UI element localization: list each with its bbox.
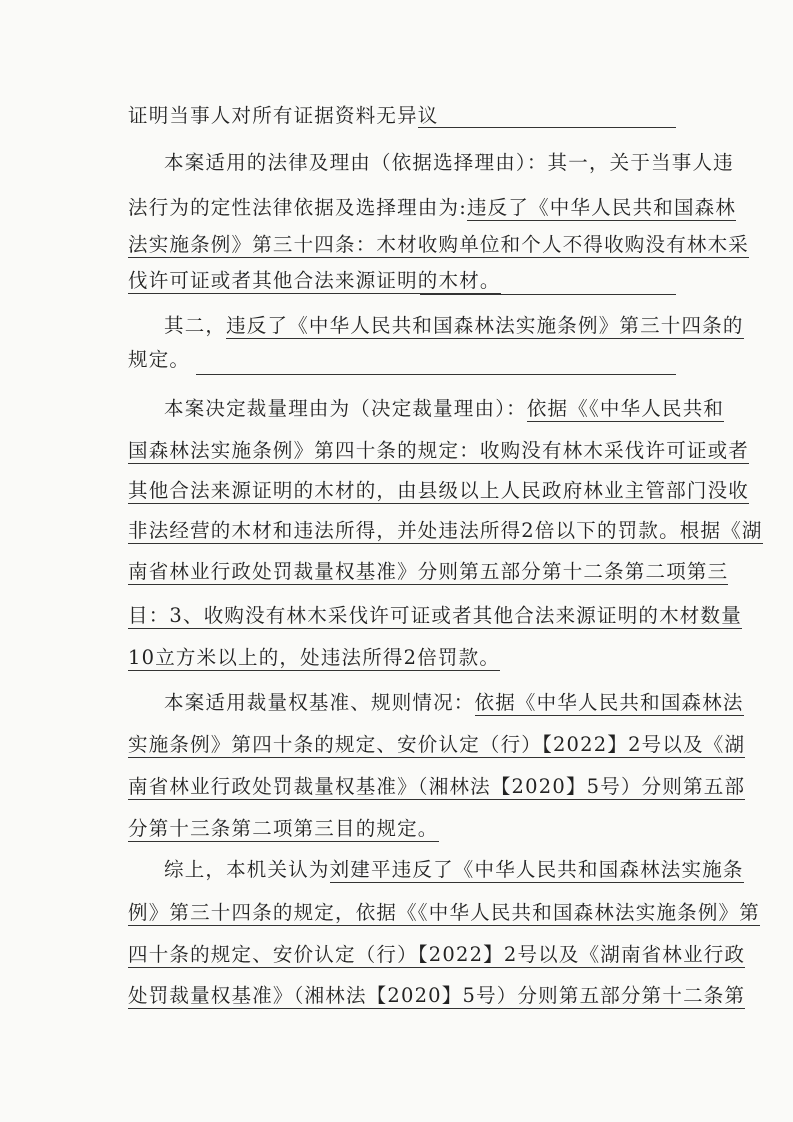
text-line-3 (128, 193, 737, 223)
text-line-13 (128, 601, 742, 631)
text-line-21 (128, 940, 746, 970)
text-line-20 (128, 898, 760, 928)
text-underlined: 违反了《中华人民共和国森林法实施条例》第三十四条的 (226, 314, 744, 337)
text-underlined: 非法经营的木材和违法所得，并处违法所得2倍以下的罚款。根据《湖 (128, 519, 763, 542)
text-plain: 法行为的定性法律依据及选择理由为: (128, 196, 467, 219)
text-underlined: 四十条的规定、安价认定（行）【2022】2号以及《湖南省林业行政 (128, 943, 746, 966)
underline-rule (420, 294, 676, 295)
text-line-16 (128, 730, 746, 760)
text-line-9 (128, 436, 750, 466)
text-underlined: 例》第三十四条的规定，依据《《中华人民共和国森林法实施条例》第 (128, 901, 760, 924)
text-line-6 (164, 311, 744, 341)
text-line-11 (128, 516, 763, 546)
text-line-14 (128, 643, 678, 673)
text-underlined: 实施条例》第四十条的规定、安价认定（行）【2022】2号以及《湖 (128, 733, 746, 756)
text-plain: 其二， (164, 314, 227, 337)
text-underlined: 国森林法实施条例》第四十条的规定：收购没有林木采伐许可证或者 (128, 439, 750, 462)
text-underlined: 依据《中华人民共和国森林法 (474, 691, 744, 714)
text-underlined: 分第十三条第二项第三目的规定。 (128, 817, 439, 840)
text-underlined: 南省林业行政处罚裁量权基准》（湘林法【2020】5号）分则第五部 (128, 775, 746, 798)
text-line-12 (128, 557, 729, 587)
text-line-15 (164, 688, 744, 718)
text-underlined: 南省林业行政处罚裁量权基准》分则第五部分第十二条第二项第三 (128, 560, 729, 583)
text-plain: 本案决定裁量理由为（决定裁量理由）： (164, 397, 527, 420)
text-line-7 (128, 345, 678, 375)
text-underlined: 目：3、收购没有林木采伐许可证或者其他合法来源证明的木材数量 (128, 604, 742, 627)
text-underlined: 违反了《中华人民共和国森林 (466, 196, 737, 219)
text-line-22 (128, 981, 746, 1011)
underline-rule (196, 374, 676, 375)
text-plain: 本案适用的法律及理由（依据选择理由）：其一，关于当事人违 (164, 151, 734, 174)
text-plain: 规定。 (128, 348, 191, 371)
text-line-18 (128, 814, 678, 844)
text-underlined: 依据《《中华人民共和 (526, 397, 725, 420)
text-line-8 (164, 394, 725, 424)
text-line-4 (128, 230, 750, 260)
text-line-2 (164, 148, 734, 178)
underline-rule (418, 127, 676, 128)
text-underlined: 伐许可证或者其他合法来源证明的木材。 (128, 269, 501, 292)
text-plain: 综上，本机关认为 (164, 858, 330, 881)
text-underlined: 法实施条例》第三十四条：木材收购单位和个人不得收购没有林木采 (128, 233, 750, 256)
text-plain: 本案适用裁量权基准、规则情况： (164, 691, 475, 714)
text-underlined: 处罚裁量权基准》（湘林法【2020】5号）分则第五部分第十二条第 (128, 984, 746, 1007)
text-line-17 (128, 772, 746, 802)
text-line-5 (128, 266, 678, 296)
text-line-19 (164, 855, 744, 885)
text-underlined: 其他合法来源证明的木材的，由县级以上人民政府林业主管部门没收 (128, 479, 750, 502)
text-underlined: 10立方米以上的，处违法所得2倍罚款。 (128, 646, 501, 669)
text-plain: 证明当事人对所有证据资料无异议 (128, 104, 439, 127)
text-underlined: 刘建平违反了《中华人民共和国森林法实施条 (329, 858, 744, 881)
text-line-10 (128, 476, 750, 506)
